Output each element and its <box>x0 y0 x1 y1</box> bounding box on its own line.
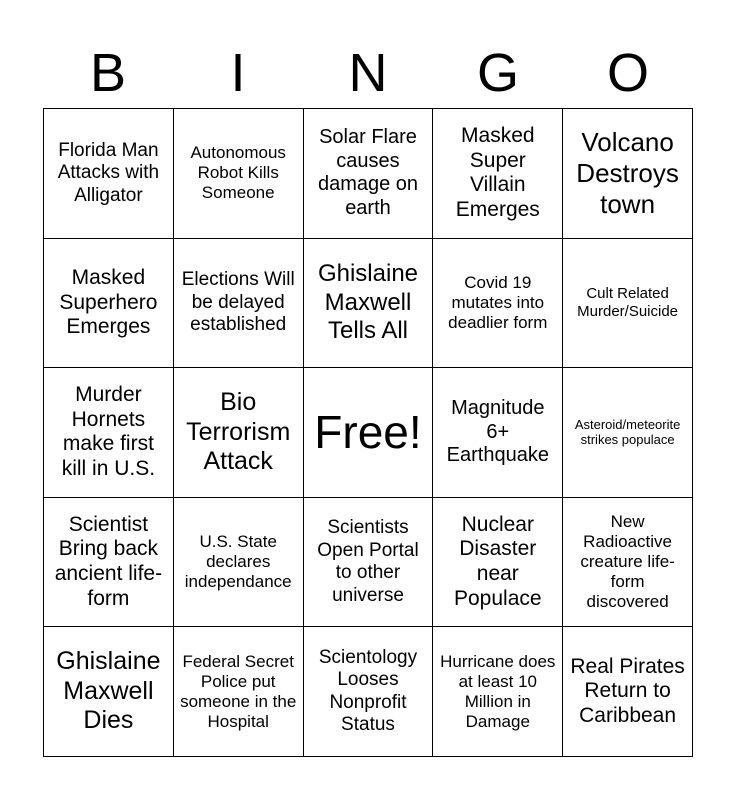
bingo-cell[interactable] <box>563 109 693 239</box>
bingo-cell[interactable] <box>433 239 563 369</box>
cell-text: Solar Flare causes damage on earth <box>317 126 419 219</box>
bingo-cell[interactable] <box>563 627 693 757</box>
cell-text: Covid 19 mutates into deadlier form <box>448 272 548 332</box>
cell-text: Murder Hornets make first kill in U.S. <box>61 382 156 481</box>
bingo-cell[interactable] <box>174 627 304 757</box>
bingo-cell[interactable] <box>44 498 174 628</box>
free-text: Free! <box>314 406 422 459</box>
bingo-cell[interactable] <box>304 498 434 628</box>
cell-text: Elections Will be delayed established <box>181 269 295 336</box>
bingo-cell[interactable] <box>433 109 563 239</box>
cell-text: Volcano Destroys town <box>576 127 679 219</box>
bingo-cell[interactable] <box>44 239 174 369</box>
cell-text: Scientist Bring back ancient life-form <box>54 512 163 610</box>
cell-text: Masked Super Villain Emerges <box>455 123 540 222</box>
cell-text: Ghislaine Maxwell Tells All <box>317 260 419 345</box>
cell-text: Cult Related Murder/Suicide <box>577 285 679 320</box>
cell-text: Magnitude 6+ Earthquake <box>446 397 549 467</box>
cell-text: Bio Terrorism Attack <box>186 388 291 476</box>
cell-text: Federal Secret Police put someone in the Hospital <box>180 651 297 731</box>
bingo-cell[interactable] <box>174 498 304 628</box>
cell-text: Nuclear Disaster near Populace <box>454 512 542 610</box>
bingo-cell[interactable] <box>563 498 693 628</box>
cell-text: Real Pirates Return to Caribbean <box>570 654 685 728</box>
cell-text: Scientists Open Portal to other universe <box>317 517 419 606</box>
bingo-cell[interactable] <box>563 368 693 498</box>
cell-text: Scientology Looses Nonprofit Status <box>318 646 418 736</box>
bingo-board <box>43 108 693 757</box>
cell-text: Hurricane does at least 10 Million in Damage <box>440 651 556 731</box>
cell-text: Ghislaine Maxwell Dies <box>56 647 161 735</box>
bingo-cell[interactable] <box>433 498 563 628</box>
bingo-cell[interactable] <box>433 368 563 498</box>
bingo-cell[interactable] <box>304 109 434 239</box>
header-letter-g: G <box>476 43 519 103</box>
cell-text: Masked Superhero Emerges <box>59 265 158 339</box>
bingo-cell[interactable] <box>174 368 304 498</box>
header-letter-i: I <box>230 43 246 103</box>
bingo-cell[interactable] <box>304 239 434 369</box>
bingo-cell[interactable] <box>174 109 304 239</box>
cell-text: New Radioactive creature life-form discovered <box>580 511 675 612</box>
bingo-cell[interactable] <box>563 239 693 369</box>
bingo-cell[interactable] <box>304 627 434 757</box>
cell-text: Florida Man Attacks with Alligator <box>57 139 160 206</box>
cell-text: Asteroid/meteorite strikes populace <box>574 417 681 448</box>
bingo-cell[interactable] <box>44 627 174 757</box>
cell-text: U.S. State declares independance <box>184 532 292 592</box>
header-letter-n: N <box>348 43 388 103</box>
bingo-cell[interactable] <box>433 627 563 757</box>
header-letter-o: O <box>606 43 649 103</box>
bingo-cell[interactable] <box>174 239 304 369</box>
cell-text: Autonomous Robot Kills Someone <box>190 143 286 203</box>
bingo-cell[interactable] <box>44 109 174 239</box>
bingo-header <box>43 38 693 108</box>
bingo-cell[interactable] <box>44 368 174 498</box>
free-cell[interactable] <box>304 368 434 498</box>
header-letter-b: B <box>89 43 127 103</box>
